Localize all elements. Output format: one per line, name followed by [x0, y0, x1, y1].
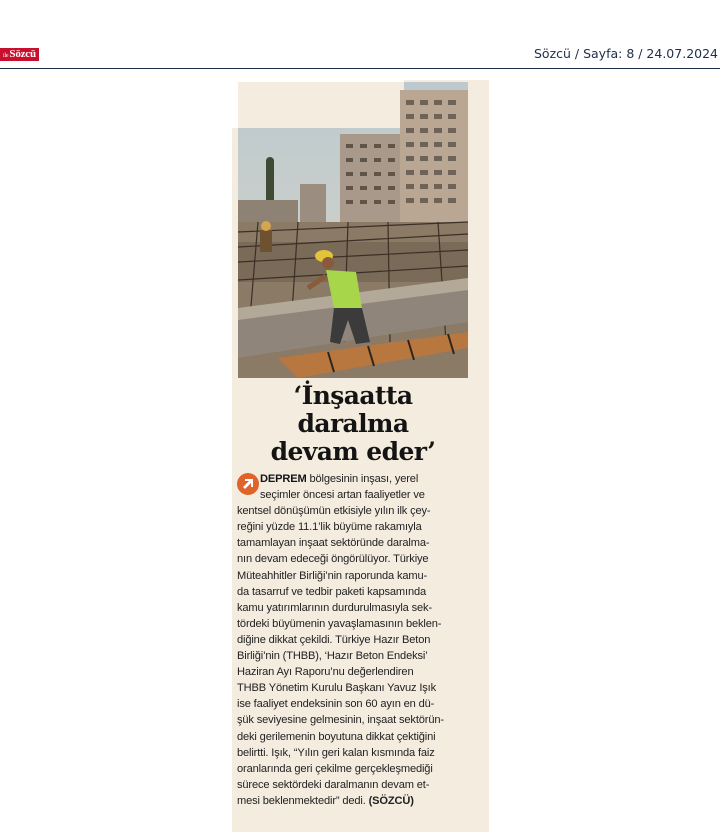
body-line: tördeki büyümenin yavaşlamasının beklen-: [237, 617, 442, 630]
body-line: da tasarruf ve tedbir paketi kapsamında: [237, 585, 427, 598]
article-credit: (SÖZCÜ): [368, 794, 414, 807]
source-line: Sözcü / Sayfa: 8 / 24.07.2024: [533, 46, 718, 61]
body-line: deki gerilemenin boyutuna dikkat çektiğini: [237, 730, 436, 743]
body-line: [237, 471, 477, 487]
body-line: THBB Yönetim Kurulu Başkanı Yavuz Işık: [237, 682, 437, 695]
body-line-text: mesi beklenmektedir” dedi.: [237, 794, 369, 807]
body-line: oranlarında geri çekilme gerçekleşmediği: [237, 762, 433, 775]
header-rule: [0, 68, 720, 69]
body-line: reğini yüzde 11.1’lik büyüme rakamıyla: [237, 521, 422, 534]
page-header: [0, 0, 720, 72]
newspaper-logo: [0, 48, 39, 61]
body-line: sürece sektördeki daralmanın devam et-: [237, 778, 430, 791]
body-line: belirtti. Işık, “Yılın geri kalan kısmında faiz: [237, 746, 435, 759]
headline-line: devam eder’: [270, 437, 436, 466]
body-line: diğine dikkat çekildi. Türkiye Hazır Beton: [237, 633, 431, 646]
body-line: Birliği’nin (THBB), ‘Hazır Beton Endeksi’: [237, 650, 428, 663]
logo-text: Sözcü: [9, 48, 36, 60]
body-line: şük seviyesine gelmesinin, inşaat sektörün-: [237, 714, 444, 727]
article-headline: [238, 382, 468, 466]
body-line: ise faaliyet endeksinin son 60 ayın en dü-: [237, 698, 435, 711]
headline-line: ‘İnşaatta: [293, 381, 413, 410]
body-line: [237, 793, 477, 809]
logo-prefix: ile: [3, 53, 9, 59]
body-line: seçimler öncesi artan faaliyetler ve: [260, 489, 425, 502]
construction-worker-photo: [238, 82, 468, 378]
headline-line: daralma: [297, 409, 409, 438]
body-line: nın devam edeceği öngörülüyor. Türkiye: [237, 553, 429, 566]
article-body: [237, 471, 477, 809]
body-line: Müteahhitler Birliği’nin raporunda kamu-: [237, 569, 428, 582]
body-line: kamu yatırımlarının durdurulmasıyla sek-: [237, 601, 432, 614]
body-line: kentsel dönüşümün etkisiyle yılın ilk çey-: [237, 505, 431, 518]
body-line: tamamlayan inşaat sektöründe daralma-: [237, 537, 430, 550]
lead-word: DEPREM: [260, 473, 307, 485]
body-line-text: bölgesinin inşası, yerel: [306, 473, 419, 485]
body-line: Haziran Ayı Raporu’nu değerlendiren: [237, 666, 414, 679]
